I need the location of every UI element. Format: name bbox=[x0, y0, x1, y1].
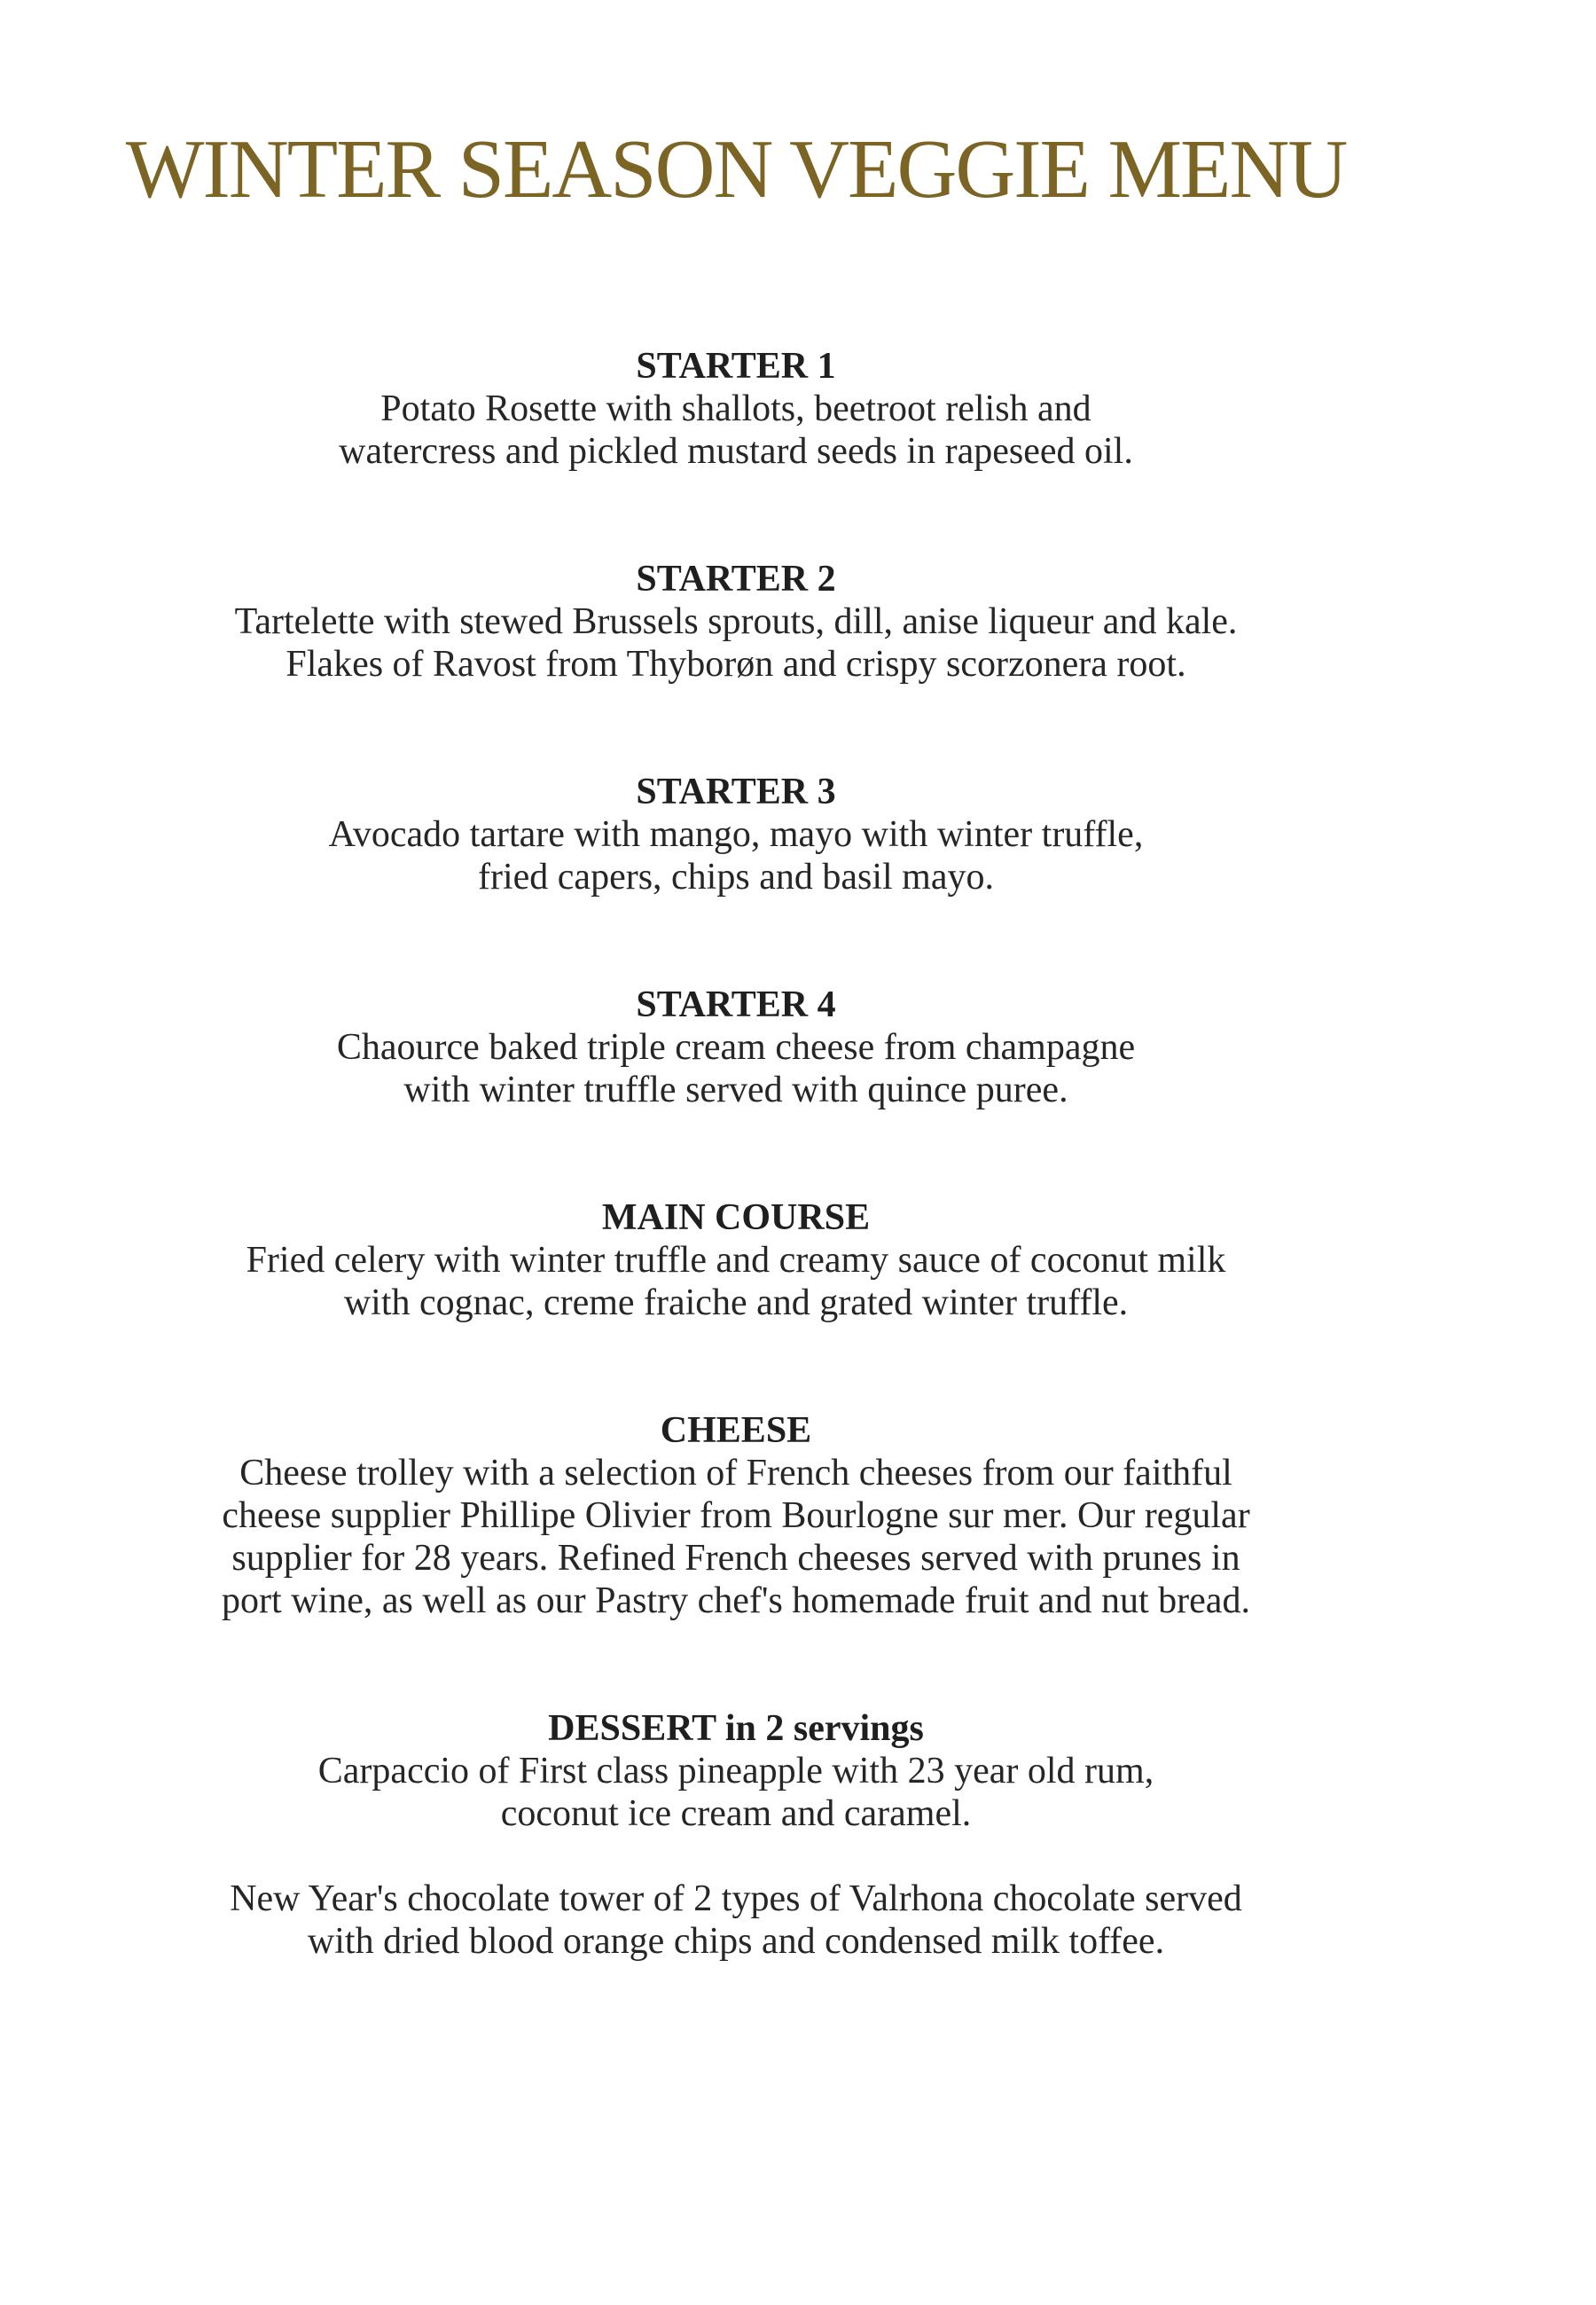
menu-item-line: Chaource baked triple cream cheese from champagne bbox=[336, 1026, 1136, 1068]
menu-item-line: Carpaccio of First class pineapple with 23 year old rum, bbox=[317, 1750, 1154, 1791]
menu-section-starter-4 bbox=[0, 984, 1472, 1111]
menu-section-main-course bbox=[0, 1196, 1472, 1324]
menu-title: WINTER SEASON VEGGIE MENU bbox=[125, 123, 1347, 216]
menu-item-line: with cognac, creme fraiche and grated winter truffle. bbox=[343, 1282, 1129, 1323]
menu-item-line: Avocado tartare with mango, mayo with winter truffle, bbox=[328, 813, 1144, 855]
section-heading: MAIN COURSE bbox=[601, 1196, 871, 1238]
menu-section-starter-2 bbox=[0, 558, 1472, 686]
dessert-extra-paragraph bbox=[0, 1878, 1472, 1963]
menu-item-line: Cheese trolley with a selection of French cheeses from our faithful bbox=[239, 1452, 1232, 1494]
menu-item-line: New Year's chocolate tower of 2 types of Valrhona chocolate served bbox=[230, 1878, 1242, 1919]
menu-item-line: Fried celery with winter truffle and creamy sauce of coconut milk bbox=[246, 1239, 1226, 1281]
menu-section-starter-3 bbox=[0, 771, 1472, 898]
menu-item-line: watercress and pickled mustard seeds in rapeseed oil. bbox=[339, 430, 1133, 472]
menu-item-line: fried capers, chips and basil mayo. bbox=[478, 856, 994, 898]
menu-item-line: Flakes of Ravost from Thyborøn and crispy scorzonera root. bbox=[286, 643, 1186, 685]
menu-item-line: coconut ice cream and caramel. bbox=[500, 1792, 972, 1834]
menu-item-line: supplier for 28 years. Refined French cheeses served with prunes in bbox=[231, 1537, 1240, 1579]
menu-section-cheese bbox=[0, 1409, 1472, 1622]
section-heading: STARTER 2 bbox=[636, 558, 836, 600]
menu-item-line: cheese supplier Phillipe Olivier from Bourlogne sur mer. Our regular bbox=[222, 1494, 1250, 1536]
menu-section-starter-1 bbox=[0, 345, 1472, 473]
section-heading: STARTER 1 bbox=[636, 345, 836, 387]
section-heading: STARTER 4 bbox=[636, 984, 836, 1025]
menu-section-dessert bbox=[0, 1707, 1472, 1963]
section-heading: CHEESE bbox=[660, 1409, 812, 1451]
section-heading: STARTER 3 bbox=[636, 771, 836, 812]
section-heading: DESSERT in 2 servings bbox=[548, 1707, 924, 1749]
menu-item-line: Potato Rosette with shallots, beetroot relish and bbox=[380, 388, 1091, 429]
menu-item-line: with dried blood orange chips and condensed milk toffee. bbox=[307, 1920, 1165, 1962]
menu-item-line: Tartelette with stewed Brussels sprouts, dill, anise liqueur and kale. bbox=[234, 600, 1238, 642]
menu-item-line: with winter truffle served with quince puree. bbox=[403, 1069, 1068, 1110]
menu-item-line: port wine, as well as our Pastry chef's homemade fruit and nut bread. bbox=[222, 1580, 1250, 1621]
